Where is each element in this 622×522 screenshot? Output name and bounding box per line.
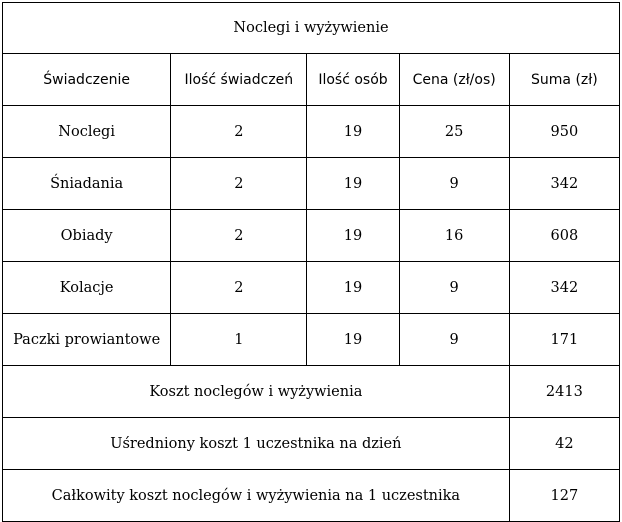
summary-label: Koszt noclegów i wyżywienia xyxy=(3,366,510,418)
cell-total: 171 xyxy=(509,314,619,366)
summary-row-daily-average xyxy=(3,418,620,470)
summary-value: 2413 xyxy=(509,366,619,418)
cell-total: 342 xyxy=(509,158,619,210)
header-price: Cena (zł/os) xyxy=(399,54,509,106)
cost-table xyxy=(2,2,620,522)
summary-value: 127 xyxy=(509,470,619,522)
cell-service: Noclegi xyxy=(3,106,171,158)
cell-people: 19 xyxy=(307,262,399,314)
summary-row-total-cost xyxy=(3,366,620,418)
summary-row-per-participant xyxy=(3,470,620,522)
cell-price: 9 xyxy=(399,262,509,314)
summary-label: Uśredniony koszt 1 uczestnika na dzień xyxy=(3,418,510,470)
cell-count: 2 xyxy=(171,106,307,158)
cell-people: 19 xyxy=(307,106,399,158)
cell-service: Obiady xyxy=(3,210,171,262)
summary-value: 42 xyxy=(509,418,619,470)
summary-label: Całkowity koszt noclegów i wyżywienia na 1 uczestnika xyxy=(3,470,510,522)
cell-price: 9 xyxy=(399,314,509,366)
cell-count: 2 xyxy=(171,262,307,314)
cell-count: 2 xyxy=(171,158,307,210)
cell-service: Śniadania xyxy=(3,158,171,210)
cell-price: 9 xyxy=(399,158,509,210)
cell-price: 16 xyxy=(399,210,509,262)
cell-people: 19 xyxy=(307,314,399,366)
cell-service: Paczki prowiantowe xyxy=(3,314,171,366)
header-total: Suma (zł) xyxy=(509,54,619,106)
table-title-row xyxy=(3,3,620,54)
cell-count: 2 xyxy=(171,210,307,262)
cell-price: 25 xyxy=(399,106,509,158)
cell-total: 608 xyxy=(509,210,619,262)
table-row xyxy=(3,262,620,314)
header-service: Świadczenie xyxy=(3,54,171,106)
table-row xyxy=(3,158,620,210)
cell-total: 950 xyxy=(509,106,619,158)
cell-total: 342 xyxy=(509,262,619,314)
header-people: Ilość osób xyxy=(307,54,399,106)
header-row xyxy=(3,54,620,106)
table-row xyxy=(3,314,620,366)
cell-service: Kolacje xyxy=(3,262,171,314)
table-title: Noclegi i wyżywienie xyxy=(3,3,620,54)
cell-count: 1 xyxy=(171,314,307,366)
cell-people: 19 xyxy=(307,210,399,262)
table-row xyxy=(3,106,620,158)
header-count: Ilość świadczeń xyxy=(171,54,307,106)
cell-people: 19 xyxy=(307,158,399,210)
table-row xyxy=(3,210,620,262)
